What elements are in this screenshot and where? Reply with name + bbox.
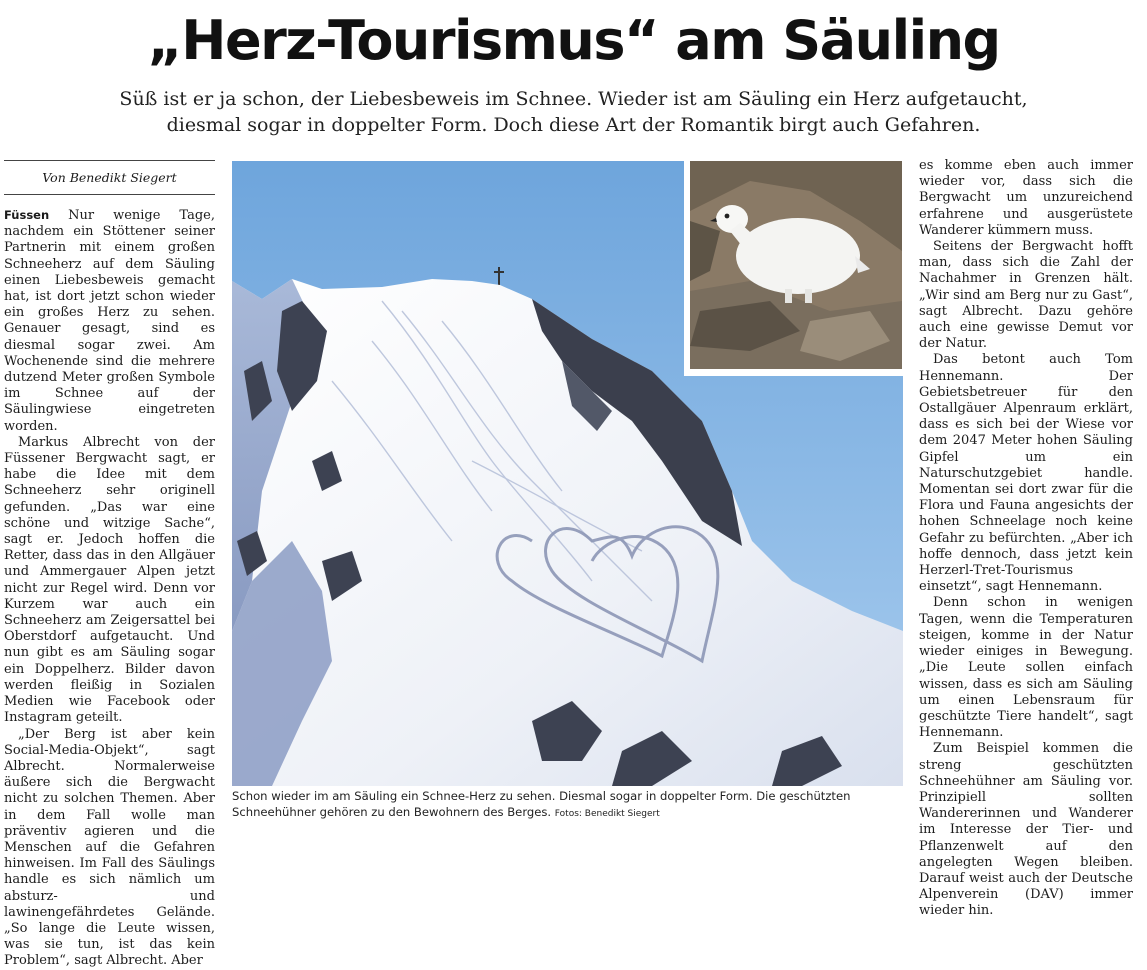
paragraph: Markus Albrecht von der Füssener Bergwacht sagt, er habe die Idee mit dem Schneeherz sehr originell gefunden. „Das war eine schöne und witzige Sache“, sagt er. Jedoch hoffen die Retter, dass das in den Allgäuer und Ammergauer Alpen jetzt nicht zur Regel wird. Denn vor Kurzem war auch ein Schneeherz am Zeigersattel bei Oberstdorf aufgetaucht. Und nun gibt es am Säuling sogar ein Doppelherz. Bilder davon werden fleißig in Sozialen Medien wie Facebook oder Instagram geteilt. (4, 434, 215, 726)
ptarmigan-photo (690, 161, 902, 369)
inset-photo (684, 157, 908, 376)
dateline: Füssen (4, 208, 50, 222)
headline: „Herz-Tourismus“ am Säuling (147, 9, 1000, 72)
subhead-line-1: Süß ist er ja schon, der Liebesbeweis im Schnee. Wieder ist am Säuling ein Herz aufgetaucht, (119, 88, 1028, 110)
paragraph: es komme eben auch immer wieder vor, dass sich die Bergwacht um unzureichend erfahrene und ausgerüstete Wanderer kümmern muss. (919, 158, 1133, 238)
article-column-right (919, 158, 1133, 920)
subheadline (40, 86, 1107, 138)
paragraph-text: Nur wenige Tage, nachdem ein Stöttener seiner Partnerin mit einem großen Schneeherz auf dem Säuling einen Liebesbeweis gemacht hat, ist dort jetzt schon wieder ein großes Herz zu sehen. Genauer gesagt, sind es diesmal sogar zwei. Am Wochenende sind die mehrere dutzend Meter großen Symbole im Schnee auf der Säulingwiese eingetreten worden. (4, 208, 215, 434)
subhead-line-2: diesmal sogar in doppelter Form. Doch diese Art der Romantik birgt auch Gefahren. (166, 114, 981, 136)
article-column-left (4, 207, 215, 970)
byline-rule-bottom (4, 194, 215, 195)
paragraph: Zum Beispiel kommen die streng geschützten Schneehühner am Säuling vor. Prinzipiell sollten Wandererinnen und Wanderer im Interesse der Tier- und Pflanzenwelt auf den angelegten Wegen bleiben. Darauf weist auch der Deutsche Alpenverein (DAV) immer wieder hin. (919, 741, 1133, 919)
paragraph (4, 207, 215, 435)
paragraph: Das betont auch Tom Hennemann. Der Gebietsbetreuer für den Ostallgäuer Alpenraum erklärt, dass es sich bei der Wiese vor dem 2047 Meter hohen Säuling Gipfel um ein Naturschutzgebiet handle. Momentan sei dort zwar für die Flora und Fauna angesichts der hohen Schneelage noch keine Gefahr zu befürchten. „Aber ich hoffe dennoch, dass jetzt kein Herzerl-Tret-Tourismus einsetzt“, sagt Hennemann. (919, 352, 1133, 595)
paragraph: Denn schon in wenigen Tagen, wenn die Temperaturen steigen, komme in der Natur wieder einiges in Bewegung. „Die Leute sollen einfach wissen, dass es sich am Säuling um einen Lebensraum für geschützte Tiere handelt“, sagt Hennemann. (919, 595, 1133, 741)
photo-credit: Fotos: Benedikt Siegert (554, 809, 660, 819)
caption-text: Schon wieder im am Säuling ein Schnee-Herz zu sehen. Diesmal sogar in doppelter Form. Die geschützten Schneehühner gehören zu den Bewohnern des Berges. (232, 789, 851, 819)
byline-rule-top (4, 160, 215, 161)
photo-caption (232, 788, 903, 822)
paragraph: Seitens der Bergwacht hofft man, dass sich die Zahl der Nachahmer in Grenzen hält. „Wir sind am Berg nur zu Gast“, sagt Albrecht. Dazu gehöre auch eine gewisse Demut vor der Natur. (919, 239, 1133, 352)
paragraph: „Der Berg ist aber kein Social-Media-Objekt“, sagt Albrecht. Normalerweise äußere sich die Bergwacht nicht zu solchen Themen. Aber in dem Fall wolle man präventiv agieren und die Menschen auf die Gefahren hinweisen. Im Fall des Säulings handle es sich nämlich um absturz- und lawinengefährdetes Gelände. „So lange die Leute wissen, was sie tun, ist das kein Problem“, sagt Albrecht. Aber (4, 726, 215, 969)
byline: Von Benedikt Siegert (42, 170, 177, 185)
